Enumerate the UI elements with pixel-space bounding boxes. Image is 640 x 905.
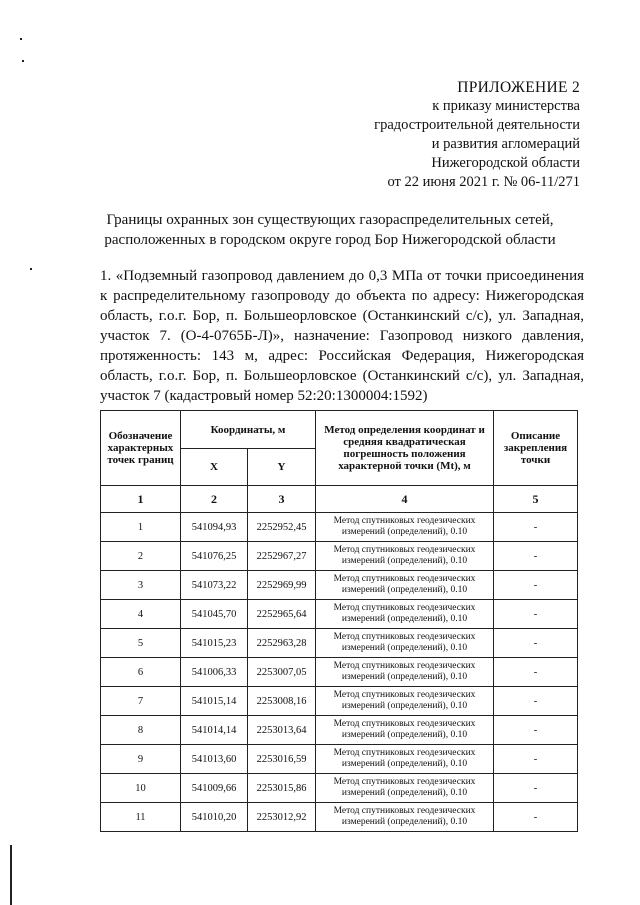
coord-x: 541076,25 (181, 542, 248, 571)
method-cell: Метод спутниковых геодезических измерений (определений), 0.10 (316, 513, 494, 542)
coord-x: 541013,60 (181, 745, 248, 774)
method-cell: Метод спутниковых геодезических измерений (определений), 0.10 (316, 542, 494, 571)
coord-x: 541094,93 (181, 513, 248, 542)
coord-x: 541014,14 (181, 716, 248, 745)
coord-x: 541006,33 (181, 658, 248, 687)
method-cell: Метод спутниковых геодезических измерений (определений), 0.10 (316, 803, 494, 832)
coord-y: 2253016,59 (248, 745, 316, 774)
description-cell: - (494, 542, 578, 571)
column-numbers-row (101, 486, 578, 513)
point-number: 1 (101, 513, 181, 542)
description-cell: - (494, 774, 578, 803)
method-cell: Метод спутниковых геодезических измерений (определений), 0.10 (316, 658, 494, 687)
description-cell: - (494, 716, 578, 745)
description-cell: - (494, 629, 578, 658)
header-points: Обозначение характерных точек границ (101, 411, 181, 486)
coord-x: 541010,20 (181, 803, 248, 832)
header-line: градостроительной деятельности (374, 117, 580, 133)
description-cell: - (494, 687, 578, 716)
header-line: Нижегородской области (431, 155, 580, 171)
coord-y: 2252963,28 (248, 629, 316, 658)
coord-y: 2253013,64 (248, 716, 316, 745)
point-number: 3 (101, 571, 181, 600)
point-number: 6 (101, 658, 181, 687)
coordinates-table (100, 410, 578, 832)
description-cell: - (494, 600, 578, 629)
point-number: 11 (101, 803, 181, 832)
header-line: и развития агломераций (431, 136, 580, 152)
table-row (101, 687, 578, 716)
coord-x: 541015,23 (181, 629, 248, 658)
coord-y: 2253012,92 (248, 803, 316, 832)
header-y: Y (248, 449, 316, 486)
method-cell: Метод спутниковых геодезических измерений (определений), 0.10 (316, 774, 494, 803)
document-title (95, 210, 565, 250)
coord-y: 2252952,45 (248, 513, 316, 542)
scan-mark (20, 38, 22, 40)
coord-y: 2253007,05 (248, 658, 316, 687)
table-row (101, 658, 578, 687)
appendix-title: ПРИЛОЖЕНИЕ 2 (457, 79, 580, 96)
document-title-line: Границы охранных зон существующих газораспределительных сетей, (106, 212, 554, 228)
table-row (101, 774, 578, 803)
point-number: 2 (101, 542, 181, 571)
coord-x: 541073,22 (181, 571, 248, 600)
description-cell: - (494, 803, 578, 832)
point-number: 8 (101, 716, 181, 745)
header-method: Метод определения координат и средняя квадратическая погрешность положения характерной точки (Mt), м (316, 411, 494, 486)
coord-y: 2253015,86 (248, 774, 316, 803)
coord-x: 541045,70 (181, 600, 248, 629)
coord-y: 2252965,64 (248, 600, 316, 629)
header-x: X (181, 449, 248, 486)
coord-x: 541009,66 (181, 774, 248, 803)
header-description: Описание закрепления точки (494, 411, 578, 486)
point-number: 4 (101, 600, 181, 629)
coord-y: 2253008,16 (248, 687, 316, 716)
header-line: к приказу министерства (432, 98, 580, 114)
point-number: 7 (101, 687, 181, 716)
table-row (101, 513, 578, 542)
table-row (101, 716, 578, 745)
column-number: 3 (248, 486, 316, 513)
document-title-line: расположенных в городском округе город Бор Нижегородской области (104, 232, 556, 248)
method-cell: Метод спутниковых геодезических измерений (определений), 0.10 (316, 571, 494, 600)
description-cell: - (494, 658, 578, 687)
point-number: 10 (101, 774, 181, 803)
table-row (101, 629, 578, 658)
column-number: 1 (101, 486, 181, 513)
description-cell: - (494, 513, 578, 542)
scan-mark (22, 60, 24, 62)
coord-y: 2252969,99 (248, 571, 316, 600)
scan-edge-line (10, 845, 12, 905)
appendix-header (374, 78, 580, 192)
point-number: 9 (101, 745, 181, 774)
table-row (101, 542, 578, 571)
coord-x: 541015,14 (181, 687, 248, 716)
table-row (101, 803, 578, 832)
table-row (101, 571, 578, 600)
method-cell: Метод спутниковых геодезических измерений (определений), 0.10 (316, 745, 494, 774)
object-description: 1. «Подземный газопровод давлением до 0,3 МПа от точки присоединения к распределительному газопроводу до объекта по адресу: Нижегородская область, г.о.г. Бор, п. Большеорловское (Останкинский с/с), ул. Западная, участок 7. (О-4-0765Б-Л)», назначение: Газопровод низкого давления, протяженность: 143 м, адрес: Российская Федерация, Нижегородская область, г.о.г. Бор, п. Большеорловское (Останкинский с/с), ул. Западная, участок 7 (кадастровый номер 52:20:1300004:1592) (100, 268, 584, 404)
scan-mark (30, 268, 32, 270)
description-cell: - (494, 745, 578, 774)
table-row (101, 600, 578, 629)
column-number: 5 (494, 486, 578, 513)
method-cell: Метод спутниковых геодезических измерений (определений), 0.10 (316, 600, 494, 629)
header-line: от 22 июня 2021 г. № 06-11/271 (387, 174, 580, 190)
description-cell: - (494, 571, 578, 600)
method-cell: Метод спутниковых геодезических измерений (определений), 0.10 (316, 687, 494, 716)
column-number: 4 (316, 486, 494, 513)
column-number: 2 (181, 486, 248, 513)
point-number: 5 (101, 629, 181, 658)
method-cell: Метод спутниковых геодезических измерений (определений), 0.10 (316, 629, 494, 658)
table-row (101, 745, 578, 774)
header-coordinates: Координаты, м (181, 411, 316, 449)
coord-y: 2252967,27 (248, 542, 316, 571)
method-cell: Метод спутниковых геодезических измерений (определений), 0.10 (316, 716, 494, 745)
